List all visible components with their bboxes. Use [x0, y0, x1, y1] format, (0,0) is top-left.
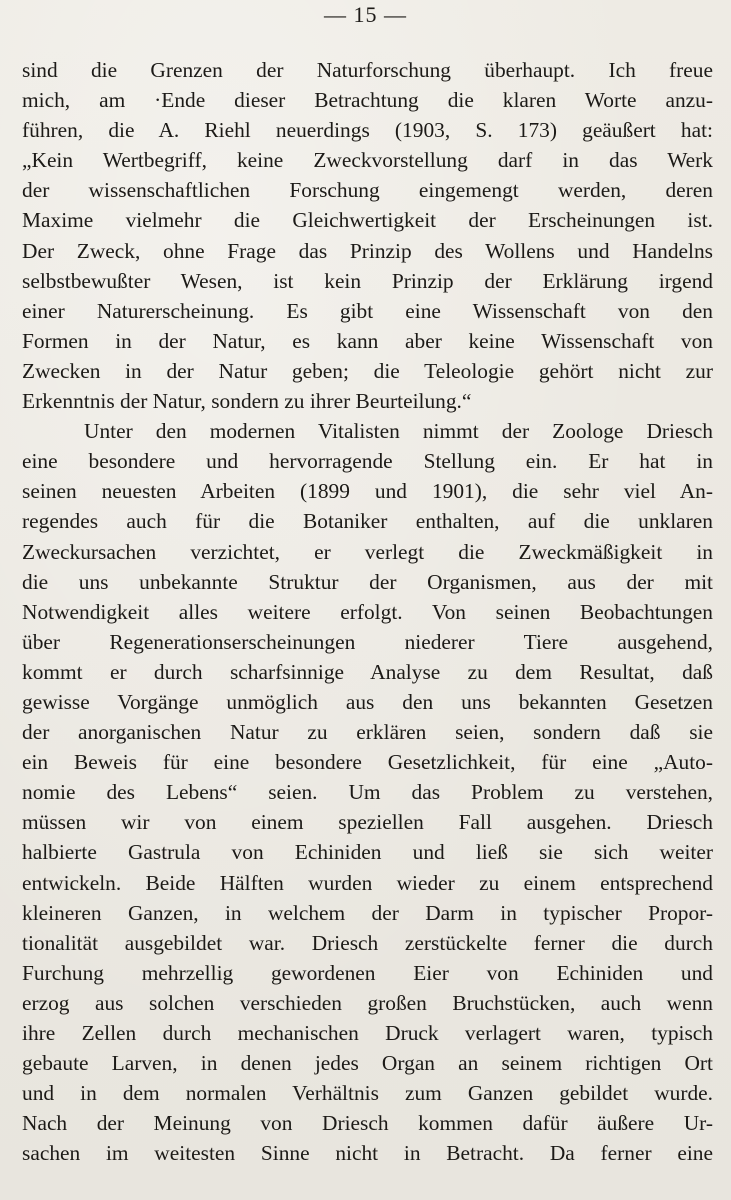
body-text	[22, 55, 713, 1168]
text-line: Zwecken in der Natur geben; die Teleologie gehört nicht zur	[22, 358, 713, 383]
text-line: tionalität ausgebildet war. Driesch zerstückelte ferner die durch	[22, 930, 713, 955]
text-line: Erkenntnis der Natur, sondern zu ihrer Beurteilung.“	[22, 389, 472, 414]
text-line: „Kein Wertbegriff, keine Zweckvorstellung darf in das Werk	[22, 148, 713, 173]
text-line: selbstbewußter Wesen, ist kein Prinzip der Erklärung irgend	[22, 268, 713, 293]
text-line: Formen in der Natur, es kann aber keine Wissenschaft von	[22, 328, 713, 353]
text-line: einer Naturerscheinung. Es gibt eine Wissenschaft von den	[22, 298, 713, 323]
text-line: der wissenschaftlichen Forschung eingemengt werden, deren	[22, 178, 713, 203]
text-line: gewisse Vorgänge unmöglich aus den uns bekannten Gesetzen	[22, 689, 713, 714]
text-line: nomie des Lebens“ seien. Um das Problem zu verstehen,	[22, 780, 713, 805]
text-line: ein Beweis für eine besondere Gesetzlichkeit, für eine „Auto-	[22, 750, 713, 775]
text-line: mich, am ·Ende dieser Betrachtung die klaren Worte anzu-	[22, 88, 713, 113]
text-line: seinen neuesten Arbeiten (1899 und 1901), die sehr viel An-	[22, 479, 713, 504]
text-line: führen, die A. Riehl neuerdings (1903, S. 173) geäußert hat:	[22, 118, 713, 143]
text-line: kommt er durch scharfsinnige Analyse zu dem Resultat, daß	[22, 659, 713, 684]
text-line: halbierte Gastrula von Echiniden und ließ sie sich weiter	[22, 840, 713, 865]
text-line: Maxime vielmehr die Gleichwertigkeit der Erscheinungen ist.	[22, 208, 713, 233]
text-line: Zweckursachen verzichtet, er verlegt die Zweckmäßigkeit in	[22, 539, 713, 564]
text-line: Notwendigkeit alles weitere erfolgt. Von seinen Beobachtungen	[22, 599, 713, 624]
text-line: regendes auch für die Botaniker enthalten, auf die unklaren	[22, 509, 713, 534]
text-line: ihre Zellen durch mechanischen Druck verlagert waren, typisch	[22, 1021, 713, 1045]
text-line: die uns unbekannte Struktur der Organismen, aus der mit	[22, 569, 713, 594]
text-line: sachen im weitesten Sinne nicht in Betracht. Da ferner eine	[22, 1141, 713, 1166]
page-number: — 15 —	[324, 2, 407, 27]
text-line: eine besondere und hervorragende Stellung ein. Er hat in	[22, 449, 713, 474]
text-line: Nach der Meinung von Driesch kommen dafür äußere Ur-	[22, 1111, 713, 1136]
text-line: Unter den modernen Vitalisten nimmt der Zoologe Driesch	[84, 419, 713, 444]
text-line: der anorganischen Natur zu erklären seien, sondern daß sie	[22, 720, 713, 745]
text-line: und in dem normalen Verhältnis zum Ganzen gebildet wurde.	[22, 1081, 713, 1106]
text-line: Furchung mehrzellig gewordenen Eier von Echiniden und	[22, 960, 713, 985]
text-line: über Regenerationserscheinungen niederer Tiere ausgehend,	[22, 629, 713, 654]
text-line: gebaute Larven, in denen jedes Organ an seinem richtigen Ort	[22, 1051, 713, 1076]
text-line: Der Zweck, ohne Frage das Prinzip des Wollens und Handelns	[22, 238, 713, 263]
text-line: müssen wir von einem speziellen Fall ausgehen. Driesch	[22, 810, 713, 835]
text-line: erzog aus solchen verschieden großen Bruchstücken, auch wenn	[22, 990, 713, 1015]
text-line: kleineren Ganzen, in welchem der Darm in typischer Propor-	[22, 900, 713, 925]
text-line: sind die Grenzen der Naturforschung überhaupt. Ich freue	[22, 58, 713, 82]
text-line: entwickeln. Beide Hälften wurden wieder zu einem entsprechend	[22, 870, 713, 895]
